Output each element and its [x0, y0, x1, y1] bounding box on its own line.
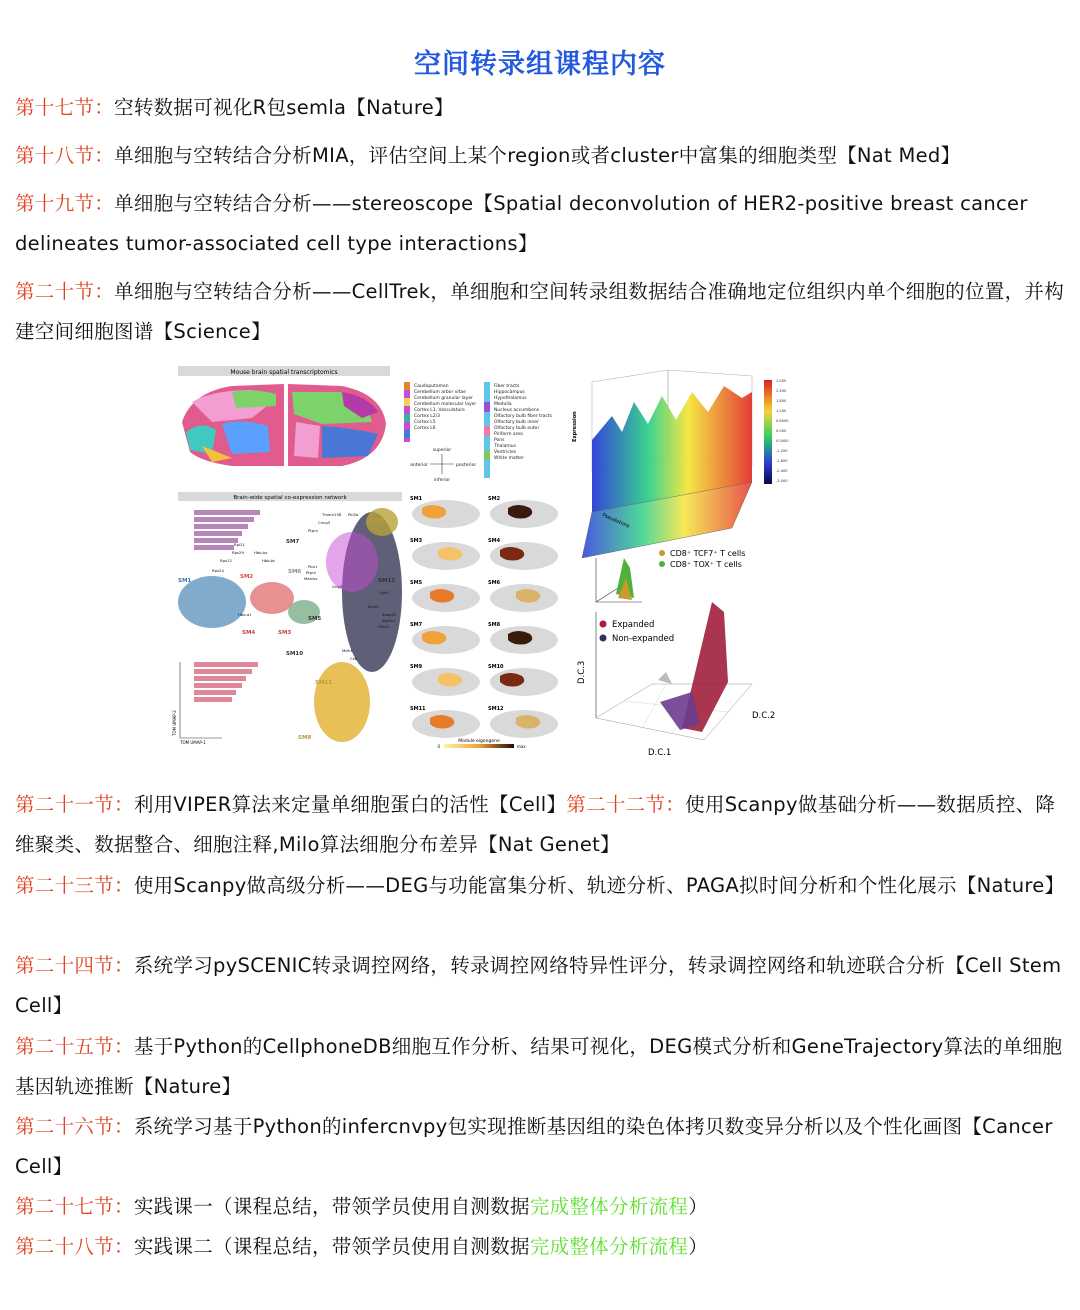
gene-label: Syt1	[380, 590, 389, 595]
section-label: 第十八节：	[15, 144, 115, 167]
gene-label: Pkl2b	[348, 512, 359, 517]
gene-label: Rps29	[232, 550, 244, 555]
gene-label: Snap25	[382, 612, 397, 617]
gene-label: Tmem158	[322, 512, 342, 517]
module-label: SM9	[410, 664, 423, 670]
highlight-text: 完成整体分析流程	[529, 1235, 689, 1258]
module-label: SM1	[410, 496, 423, 502]
region-label: Hippocampus	[494, 390, 525, 395]
legend-item: Non-expanded	[612, 634, 675, 644]
region-label: Cerebellum arbor vitae	[414, 390, 466, 395]
compass-label: superior	[432, 448, 452, 453]
region-label: Cortex L5	[414, 420, 436, 425]
module-label: SM7	[286, 539, 300, 545]
enrichment-bars-top	[194, 510, 260, 550]
region-label: Olfactory bulb fiber tracts	[494, 414, 553, 419]
gene-label: Ptprn	[308, 528, 319, 533]
module-label: SM6	[488, 580, 501, 586]
surface-ylabel: Expression	[572, 411, 578, 442]
region-label: Olfactory bulb inner	[494, 420, 539, 425]
gene-label: Hbb-bt	[262, 558, 275, 563]
region-label: Cerebellum granular layer	[414, 396, 473, 401]
gene-label: Marcks	[304, 576, 318, 581]
eigengene-title: Module eigengene	[458, 739, 500, 744]
surface-xlabel: Pseudotime	[601, 512, 631, 530]
section-text: 使用Scanpy做高级分析——DEG与功能富集分析、轨迹分析、PAGA拟时间分析和个性化展示【Nature】	[133, 874, 1065, 897]
module-label: SM3	[278, 630, 292, 636]
eigen-max: max	[517, 744, 526, 749]
colorbar-tick: 0.0000	[776, 439, 789, 443]
section-17	[15, 88, 1065, 128]
gene-label: Hbb-bs	[254, 550, 268, 555]
module-label: SM2	[488, 496, 501, 502]
axis-label: TOM UMAP-2	[172, 710, 177, 736]
colorbar-tick: -2.400	[776, 469, 788, 473]
gene-label: Rps12	[220, 558, 232, 563]
figure-graphic	[172, 362, 808, 760]
region-label: Nucleus accumbens	[494, 408, 540, 413]
module-label: SM3	[410, 538, 423, 544]
gene-label: Atp1b1	[382, 618, 396, 623]
axis-label: D.C.3	[577, 660, 587, 684]
section-27	[15, 1187, 1065, 1227]
colorbar-tick: 1.200	[776, 409, 787, 413]
region-label: Caudoputamen	[414, 384, 449, 389]
gene-label: Ckb	[350, 656, 358, 661]
module-label: SM4	[242, 630, 256, 636]
colorbar-tick: -1.200	[776, 449, 788, 453]
gene-label: Scrn1	[368, 604, 379, 609]
region-label: Thalamus	[494, 444, 516, 449]
section-label: 第二十七节：	[15, 1195, 134, 1218]
axis-label: TOM UMAP-1	[180, 740, 206, 745]
section-label: 第二十一节：	[15, 793, 134, 816]
section-25	[15, 1027, 1065, 1107]
module-label: SM10	[488, 664, 504, 670]
region-label: Cortex L6	[414, 426, 436, 431]
eigengene-grid	[410, 496, 558, 738]
mouse-brain-title: Mouse brain spatial transcriptomics	[230, 369, 338, 376]
eigen-min: 0	[437, 744, 440, 749]
section-text: ）	[688, 1235, 709, 1258]
region-legend	[404, 382, 553, 483]
gene-label: Ptprn	[306, 570, 317, 575]
module-label: SM6	[288, 569, 302, 575]
gene-label: Cnnp5	[318, 520, 331, 525]
section-text: 利用VIPER算法来定量单细胞蛋白的活性【Cell】	[133, 793, 567, 816]
module-label: SM12	[378, 578, 396, 584]
colorbar-tick: 1.800	[776, 399, 787, 403]
highlight-text: 完成整体分析流程	[529, 1195, 689, 1218]
mini-3d-plot	[596, 558, 642, 602]
gene-label: Mdh1	[342, 648, 353, 653]
section-text: 系统学习pySCENIC转录调控网络，转录调控网络特异性评分，转录调控网络和轨迹联合分析【Cell Stem Cell】	[15, 954, 1062, 1017]
module-label: SM5	[410, 580, 423, 586]
figure-panel	[172, 362, 808, 760]
page-title: 空间转录组课程内容	[414, 49, 666, 80]
legend-item: CD8⁺ TOX⁺ T cells	[670, 560, 742, 569]
module-label: SM8	[298, 735, 312, 741]
section-21-22	[15, 785, 1065, 865]
section-label: 第二十四节：	[15, 954, 134, 977]
colorbar-tick: 0.6000	[776, 419, 789, 423]
region-label: Olfactory bulb outer	[494, 426, 540, 431]
colorbar-tick: -3.000	[776, 479, 788, 483]
compass-label: inferior	[433, 478, 451, 483]
module-label: SM8	[488, 622, 501, 628]
module-label: SM5	[308, 616, 322, 622]
network-title: Brain-wide spatial co-expression network	[233, 495, 347, 501]
section-text: 使用Scanpy做基础分析——数据质控、降维聚类、数据整合、细胞注释,Milo算法细胞分布差异【Nat Genet】	[15, 793, 1056, 856]
gene-label: Pbx1	[308, 564, 318, 569]
region-label: Cortex L2/3	[414, 414, 441, 419]
colorbar-tick: 2.400	[776, 389, 787, 393]
section-label: 第十七节：	[15, 96, 115, 119]
region-label: Medulla	[494, 402, 512, 407]
module-label: SM11	[315, 680, 333, 686]
region-label: Piriform area	[494, 432, 523, 437]
module-label: SM4	[488, 538, 501, 544]
colorbar-tick: 0.000	[776, 429, 787, 433]
brain-slice-image	[182, 384, 386, 466]
module-label: SM2	[240, 574, 254, 580]
section-text: 单细胞与空转结合分析——stereoscope【Spatial deconvolution of HER2-positive breast cancer delineates tumor-associated cell type interactions】	[15, 192, 1028, 255]
section-text: 单细胞与空转结合分析MIA，评估空间上某个region或者cluster中富集的细胞类型【Nat Med】	[114, 144, 961, 167]
legend-item: CD8⁺ TCF7⁺ T cells	[670, 549, 746, 558]
module-label: SM9	[370, 518, 384, 524]
module-label: SM10	[286, 651, 304, 657]
section-23	[15, 866, 1065, 906]
section-28	[15, 1227, 1065, 1267]
module-label: SM7	[410, 622, 423, 628]
orientation-compass	[430, 454, 454, 474]
section-text: 系统学习基于Python的infercnvpy包实现推断基因组的染色体拷贝数变异分析以及个性化画图【Cancer Cell】	[15, 1115, 1053, 1178]
compass-label: posterior	[456, 463, 477, 468]
section-text: 基于Python的CellphoneDB细胞互作分析、结果可视化，DEG模式分析和GeneTrajectory算法的单细胞基因轨迹推断【Nature】	[15, 1035, 1063, 1098]
section-text: 实践课二（课程总结，带领学员使用自测数据	[133, 1235, 530, 1258]
gene-label: Rpl21	[234, 542, 245, 547]
section-24	[15, 946, 1065, 1026]
gene-label: Gng3	[332, 584, 343, 589]
module-label: SM12	[488, 706, 504, 712]
colorbar-tick: -1.800	[776, 459, 788, 463]
section-text: ）	[688, 1195, 709, 1218]
section-label: 第十九节：	[15, 192, 115, 215]
section-text: 空转数据可视化R包semla【Nature】	[114, 96, 454, 119]
gene-label: Olfm1	[378, 624, 390, 629]
section-label: 第二十八节：	[15, 1235, 134, 1258]
region-label: Cortex L1, Vasculature	[414, 408, 465, 413]
section-label: 第二十二节：	[566, 793, 686, 816]
axis-label: D.C.1	[648, 748, 672, 758]
section-text: 实践课一（课程总结，带领学员使用自测数据	[133, 1195, 530, 1218]
module-label: SM11	[410, 706, 426, 712]
enrichment-bars-bottom	[194, 662, 258, 702]
section-18	[15, 136, 1065, 176]
section-19	[15, 184, 1065, 264]
gene-label: Rps24	[212, 568, 224, 573]
section-label: 第二十六节：	[15, 1115, 134, 1138]
region-label: Hypothalamus	[494, 396, 527, 401]
region-label: Cerebellum molecular layer	[414, 402, 477, 407]
surface-plot	[582, 370, 772, 558]
section-20	[15, 272, 1065, 352]
section-label: 第二十节：	[15, 280, 115, 303]
region-label: Ventricles	[494, 450, 517, 455]
colorbar-tick: 1.000	[776, 379, 787, 383]
section-label: 第二十三节：	[15, 874, 134, 897]
axis-label: D.C.2	[752, 711, 776, 721]
region-label: White matter	[494, 456, 524, 461]
section-text: 单细胞与空转结合分析——CellTrek，单细胞和空间转录组数据结合准确地定位组织内单个细胞的位置，并构建空间细胞图谱【Science】	[15, 280, 1064, 343]
region-label: Fiber tracts	[494, 384, 520, 389]
module-label: SM1	[178, 578, 192, 584]
section-label: 第二十五节：	[15, 1035, 134, 1058]
region-label: Pons	[494, 438, 505, 443]
legend-item: Expanded	[612, 620, 655, 630]
section-26	[15, 1107, 1065, 1187]
gene-label: Hba-a1	[238, 612, 252, 617]
compass-label: anterior	[410, 463, 428, 468]
